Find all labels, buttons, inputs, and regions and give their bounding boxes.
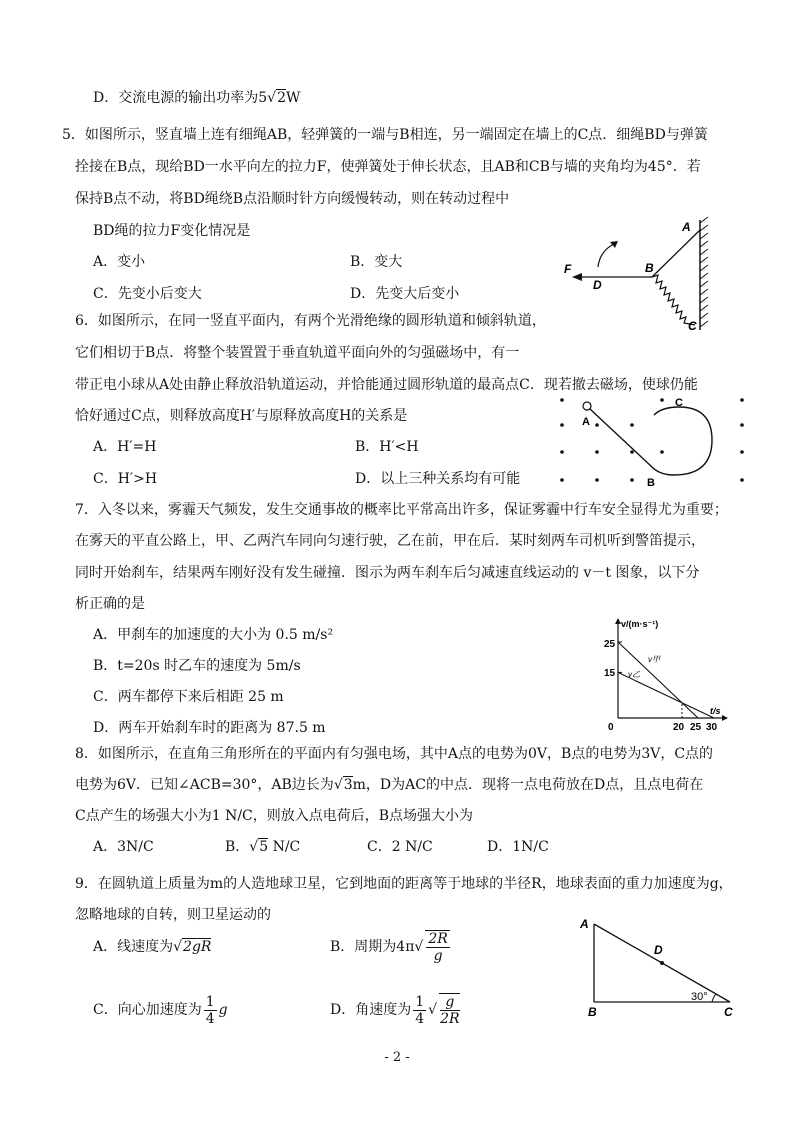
q7-line-3: 同时开始刹车，结果两车刚好没有发生碰撞．图示为两车刹车后匀减速直线运动的 v－t 图象，以下分 <box>75 565 700 581</box>
q9-optd-den: 4 <box>415 1010 425 1027</box>
y-axis-label: v/(m·s⁻¹) <box>621 619 659 629</box>
q6-line-1: 6．如图所示，在同一竖直平面内，有两个光滑绝缘的圆形轨道和倾斜轨道， <box>75 313 546 329</box>
q8-line2-b: m，D为AC的中点．现将一点电荷放在D点，且点电荷在 <box>352 777 704 793</box>
q9-line-2: 忽略地球的自转，则卫星运动的 <box>75 907 271 923</box>
q4-optd-unit: W <box>286 90 301 106</box>
q9-opta-prefix: A．线速度为 <box>93 939 174 955</box>
q6-option-d: D．以上三种关系均有可能 <box>355 471 521 487</box>
q8-optb-prefix: B． <box>225 839 250 855</box>
label-b: B <box>645 261 654 275</box>
q4-optd-text: D．交流电源的输出功率为 <box>93 90 259 106</box>
q7-option-a: A．甲刹车的加速度的大小为 0.5 m/s² <box>93 627 334 643</box>
q9-optd-sqrt-frac <box>439 993 459 1027</box>
q7-line-1: 7．入冬以来，雾霾天气频发，发生交通事故的概率比平常高出许多，保证雾霾中行车安全显得尤为重要； <box>75 502 728 518</box>
label-b: B <box>588 1005 597 1019</box>
q9-optd-snum: g <box>440 994 459 1011</box>
q9-opta-sqrt: 2gR <box>183 939 212 955</box>
label-c: C <box>724 1005 733 1019</box>
x-axis-label: t/s <box>710 706 721 716</box>
q7-option-d: D．两车开始刹车时的距离为 87.5 m <box>93 720 326 736</box>
q8-optb-sqrt: 5 <box>259 839 269 855</box>
q8-optb-unit: N/C <box>272 839 301 855</box>
q5-line-2: 拴接在B点，现给BD一水平向左的拉力F，使弹簧处于伸长状态，且AB和CB与墙的夹角均为45°．若 <box>75 159 701 175</box>
xtick-0: 0 <box>608 722 614 733</box>
q7-option-c: C．两车都停下来后相距 25 m <box>93 689 284 705</box>
page-number: - 2 - <box>384 1050 410 1065</box>
force-arrow <box>572 273 582 281</box>
label-d: D <box>654 943 663 957</box>
q9-optd-frac <box>413 994 426 1027</box>
q5-option-a: A．变小 <box>93 254 146 270</box>
label-c: C <box>688 319 697 333</box>
label-d: D <box>593 278 602 292</box>
q8-line-2: 电势为6V．已知∠ACB=30°，AB边长为√3m，D为AC的中点．现将一点电荷放在D点，且点电荷在 <box>75 777 704 793</box>
series-line-jia <box>618 642 698 718</box>
xtick-30: 30 <box>706 722 718 733</box>
q6-line-4: 恰好通过C点，则释放高度H′与原释放高度H的关系是 <box>75 408 408 424</box>
q9-optc-den: 4 <box>205 1010 215 1027</box>
q9-optd-sden: 2R <box>440 1011 460 1027</box>
q6-option-b: B．H′<H <box>355 439 419 455</box>
q8-line2-a: 电势为6V．已知∠ACB=30°，AB边长为 <box>75 777 334 793</box>
label-f: F <box>564 262 572 276</box>
q7-option-b: B．t=20s 时乙车的速度为 5m/s <box>93 658 301 674</box>
spring-bc <box>652 275 695 325</box>
q5-figure <box>560 215 720 335</box>
ytick-25: 25 <box>604 639 616 650</box>
q9-option-b: B．周期为4π√ $\frac{2R}{g}$ <box>330 931 448 964</box>
q5-line-1: 5．如图所示，竖直墙上连有细绳AB，轻弹簧的一端与B相连，另一端固定在墙上的C点．细绳BD与弹簧 <box>62 127 708 143</box>
q9-optc-num: 1 <box>205 993 215 1010</box>
track <box>590 407 712 475</box>
series-label-jia: v甲 <box>648 655 660 664</box>
q9-optd-prefix: D．角速度为 <box>330 1002 412 1018</box>
q9-line-1: 9．在圆轨道上质量为m的人造地球卫星，它到地面的距离等于地球的半径R，地球表面的重力加速度为g， <box>75 876 733 892</box>
q9-optc-prefix: C．向心加速度为 <box>93 1002 202 1018</box>
q6-option-c: C．H′>H <box>93 471 158 487</box>
magnetic-field-dots <box>560 398 744 482</box>
series-line-yi <box>618 672 714 718</box>
q8-option-d: D．1N/C <box>487 839 549 855</box>
q6-figure <box>552 395 752 495</box>
ball <box>583 402 591 410</box>
q7-line-4: 析正确的是 <box>75 596 145 612</box>
q9-option-a: A．线速度为√2gR <box>93 939 212 955</box>
ytick-15: 15 <box>604 668 616 679</box>
q7-vt-chart <box>592 614 732 736</box>
q6-option-a: A．H′=H <box>93 439 157 455</box>
q5-option-c: C．先变小后变大 <box>93 286 202 302</box>
q8-option-a: A．3N/C <box>93 839 154 855</box>
xtick-20: 20 <box>673 722 685 733</box>
q9-optb-num: 2R <box>428 931 448 947</box>
label-a: A <box>682 220 691 234</box>
q4-optd-coef: 5 <box>258 90 268 106</box>
q8-option-c: C．2 N/C <box>367 839 433 855</box>
q8-line-1: 8．如图所示，在直角三角形所在的平面内有匀强电场，其中A点的电势为0V，B点的电势为3V，C点的 <box>75 746 714 762</box>
q8-option-b: B．√5 N/C <box>225 839 301 855</box>
q9-optc-frac <box>204 994 217 1027</box>
q8-line2-sqrt: 3 <box>343 777 353 793</box>
xtick-25: 25 <box>690 722 702 733</box>
label-a: A <box>580 917 589 931</box>
angle-label: 30° <box>691 991 708 1003</box>
series-label-yi: v乙 <box>628 670 640 679</box>
q9-option-c <box>93 990 228 1030</box>
rotation-arc <box>598 243 616 267</box>
q9-optb-prefix: B．周期为4π <box>330 939 415 955</box>
rope-ab <box>652 230 700 277</box>
label-c: C <box>675 397 683 409</box>
q9-optb-frac <box>425 930 449 964</box>
q4-optd-sqrt: 2 <box>277 90 286 106</box>
q9-optb-den: g <box>433 948 443 964</box>
q8-triangle-figure <box>574 912 744 1022</box>
q5-line-4: BD绳的拉力F变化情况是 <box>93 223 251 239</box>
label-a: A <box>582 416 590 428</box>
q6-line-2: 它们相切于B点．将整个装置置于垂直轨道平面向外的匀强磁场中，有一 <box>75 345 520 361</box>
q9-optd-num: 1 <box>415 993 425 1010</box>
q9-optc-suffix: g <box>218 1002 228 1018</box>
q5-line-3: 保持B点不动，将BD绳绕B点沿顺时针方向缓慢转动，则在转动过程中 <box>75 191 510 207</box>
q8-line-3: C点产生的场强大小为1 N/C，则放入点电荷后，B点场强大小为 <box>75 808 474 824</box>
q9-option-d: D．角速度为 $\frac{1}{4}$ √ $\frac{g}{2R}$ <box>330 993 460 1027</box>
q5-option-d: D．先变大后变小 <box>350 286 460 302</box>
q4-option-d: D．交流电源的输出功率为5√2W <box>93 90 301 106</box>
q5-option-b: B．变大 <box>350 254 403 270</box>
label-b: B <box>647 477 655 489</box>
q7-line-2: 在雾天的平直公路上，甲、乙两汽车同向匀速行驶，乙在前，甲在后．某时刻两车司机听到警笛提示， <box>75 533 705 549</box>
q6-line-3: 带正电小球从A处由静止释放沿轨道运动，并恰能通过圆形轨道的最高点C．现若撤去磁场，使球仍能 <box>75 377 698 393</box>
point-d <box>660 961 664 965</box>
